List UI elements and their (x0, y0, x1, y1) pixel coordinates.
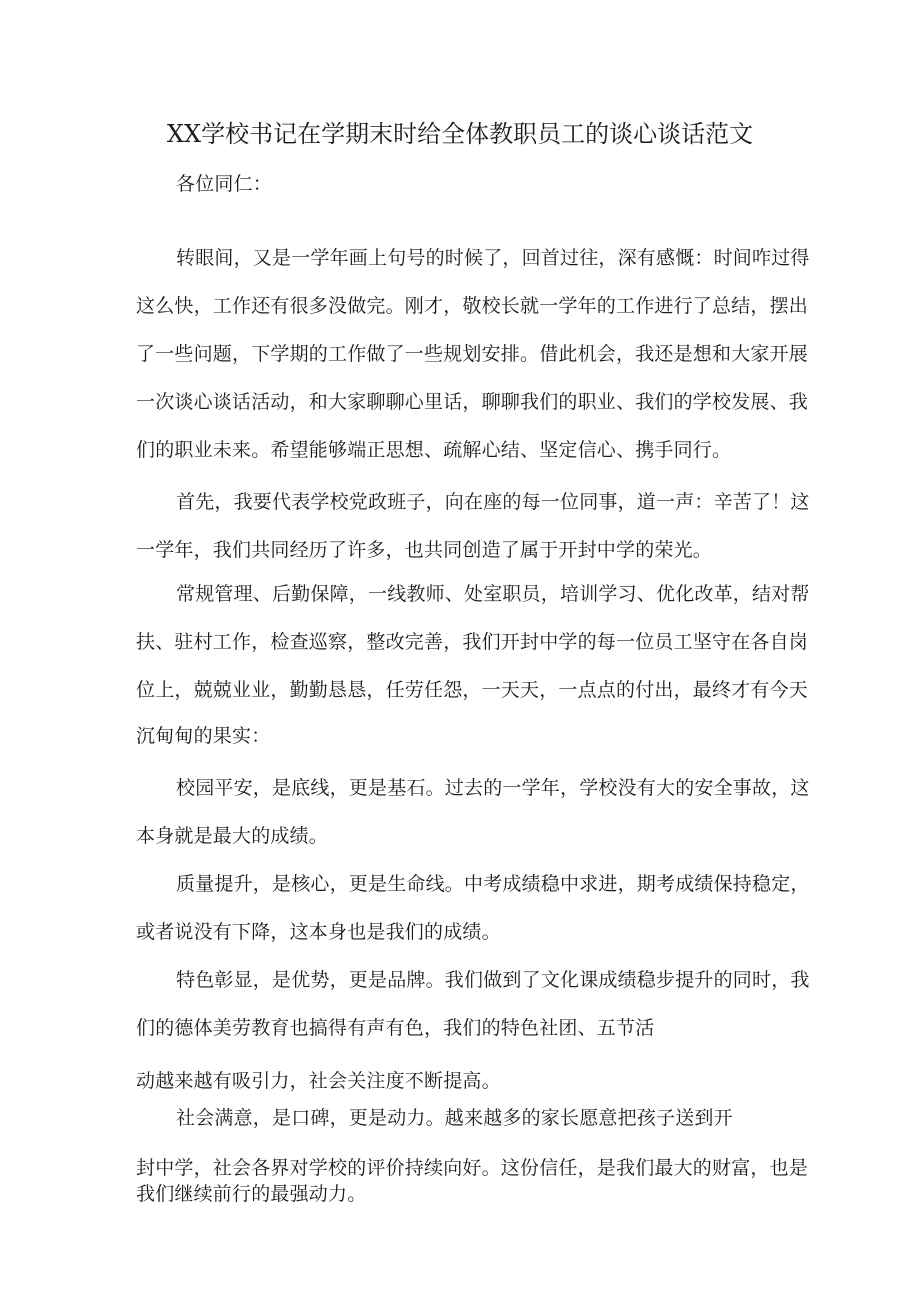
text-line: 我们继续前行的最强动力。 (136, 1183, 367, 1205)
text-line: 位上，兢兢业业，勤勤恳恳，任劳任怨，一天天，一点点的付出，最终才有今天 (136, 679, 809, 701)
text-line: 沉甸甸的果实： (136, 725, 271, 747)
text-line: 封中学，社会各界对学校的评价持续向好。这份信任，是我们最大的财富，也是 (136, 1157, 809, 1179)
text-line: 了一些问题，下学期的工作做了一些规划安排。借此机会，我还是想和大家开展 (136, 343, 809, 365)
text-line: 们的德体美劳教育也搞得有声有色，我们的特色社团、五节活 (136, 1017, 655, 1039)
text-line: 特色彰显，是优势，更是品牌。我们做到了文化课成绩稳步提升的同时，我 (176, 969, 810, 991)
text-line: 校园平安，是底线，更是基石。过去的一学年，学校没有大的安全事故，这 (176, 777, 810, 799)
text-line: 本身就是最大的成绩。 (136, 825, 329, 847)
document-title: XX学校书记在学期末时给全体教职员工的谈心谈话范文 (166, 120, 754, 148)
text-line: 一学年，我们共同经历了许多，也共同创造了属于开封中学的荣光。 (136, 539, 713, 561)
text-line: 质量提升，是核心，更是生命线。中考成绩稳中求进，期考成绩保持稳定， (176, 873, 810, 895)
text-line: 转眼间，又是一学年画上句号的时候了，回首过往，深有感慨：时间咋过得 (176, 247, 810, 269)
text-line: 们的职业未来。希望能够端正思想、疏解心结、坚定信心、携手同行。 (136, 439, 732, 461)
text-line: 或者说没有下降，这本身也是我们的成绩。 (136, 921, 501, 943)
text-line: 一次谈心谈话活动，和大家聊聊心里话，聊聊我们的职业、我们的学校发展、我 (136, 391, 809, 413)
text-line: 首先，我要代表学校党政班子，向在座的每一位同事，道一声：辛苦了！这 (176, 491, 810, 513)
greeting-line: 各位同仁： (176, 173, 273, 195)
text-line: 常规管理、后勤保障，一线教师、处室职员，培训学习、优化改革，结对帮 (176, 583, 810, 605)
text-line: 这么快，工作还有很多没做完。刚才，敬校长就一学年的工作进行了总结，摆出 (136, 295, 809, 317)
text-line: 社会满意，是口碑，更是动力。越来越多的家长愿意把孩子送到开 (176, 1107, 733, 1129)
text-line: 扶、驻村工作，检查巡察，整改完善，我们开封中学的每一位员工坚守在各自岗 (136, 631, 809, 653)
text-line: 动越来越有吸引力，社会关注度不断提高。 (136, 1070, 501, 1092)
